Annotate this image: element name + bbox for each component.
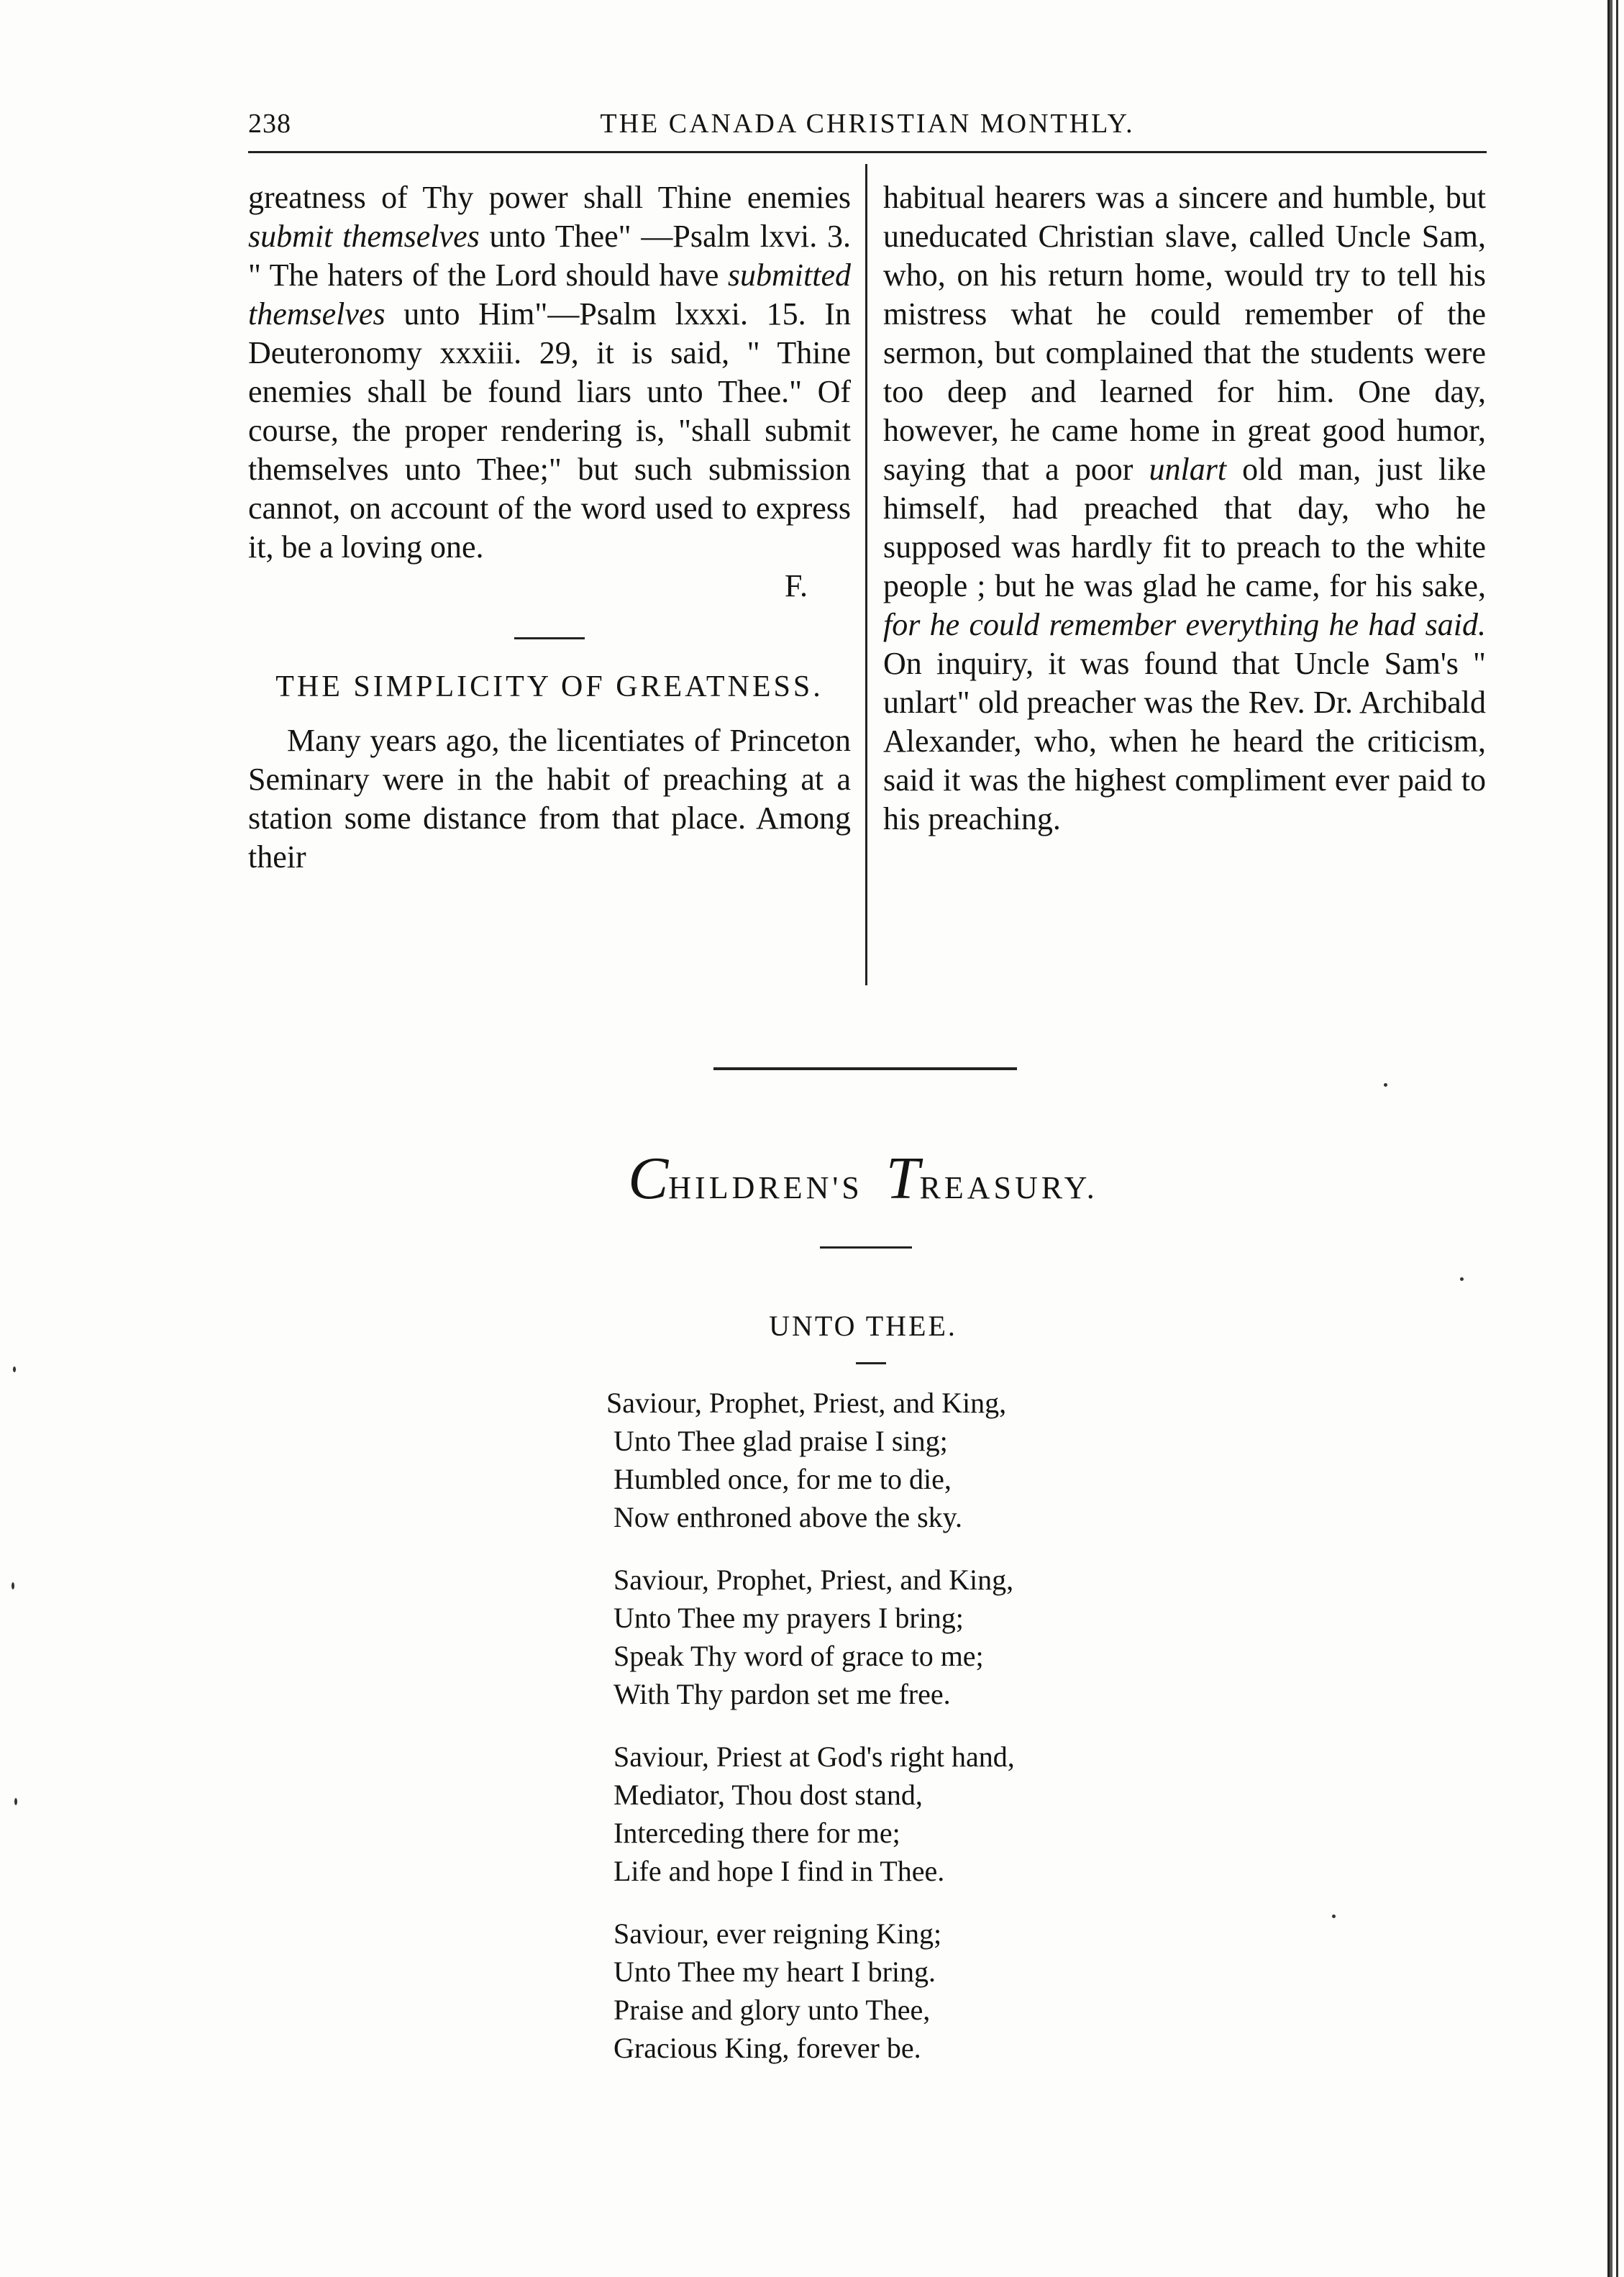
emphasis: submitted themselves — [248, 257, 851, 332]
section-title: THE SIMPLICITY OF GREATNESS. — [275, 670, 824, 703]
poem-line: Unto Thee glad praise I sing; — [613, 1425, 948, 1457]
greatness-paragraph: Many years ago, the licentiates of Princeton Seminary were in the habit of preaching at a station some distance from that place. Among their — [248, 723, 851, 875]
poem-line: Now enthroned above the sky. — [613, 1501, 963, 1533]
stanza — [606, 1738, 1254, 1890]
scan-speck — [12, 1582, 14, 1589]
header-rule — [248, 151, 1487, 153]
signoff-line — [248, 567, 851, 606]
text-run: greatness of Thy power shall Thine enemies — [248, 180, 851, 215]
emphasis: submit themselves — [248, 219, 480, 254]
scan-speck — [1332, 1915, 1336, 1918]
stanza — [606, 1915, 1254, 2067]
poem-title: UNTO THEE. — [769, 1310, 957, 1342]
banner-initial: C — [628, 1145, 669, 1212]
text-run: unto Him"—Psalm lxxxi. 15. In Deuteronomy xxxiii. 29, it is said, " Thine enemies shall be found liars unto Thee." Of course, the proper rendering is, "shall submit themselves unto Thee;" but such submission cannot, on account of the word used to express it, be a loving one. — [248, 296, 851, 565]
psalm-paragraph — [248, 178, 851, 567]
poem-line: Saviour, Prophet, Priest, and King, — [606, 1387, 1007, 1419]
right-column — [883, 178, 1486, 839]
poem-line: Saviour, Priest at God's right hand, — [613, 1740, 1015, 1773]
poem-line: Unto Thee my heart I bring. — [613, 1956, 936, 1988]
running-title: THE CANADA CHRISTIAN MONTHLY. — [600, 109, 1135, 139]
signature: F. — [785, 568, 808, 603]
poem — [606, 1384, 1254, 2091]
stanza — [606, 1561, 1254, 1713]
poem-line: Gracious King, forever be. — [613, 2032, 921, 2064]
poem-line: Speak Thy word of grace to me; — [613, 1640, 984, 1672]
poem-line: Saviour, Prophet, Priest, and King, — [613, 1564, 1014, 1596]
scan-speck — [13, 1366, 16, 1372]
poem-line: Interceding there for me; — [613, 1817, 900, 1849]
banner-word: HILDREN'S — [668, 1170, 863, 1205]
text-run: old man, just like himself, had preached that day, who he supposed was hardly fit to preach to the white people ; but he was glad he came, for his sake, — [883, 452, 1486, 603]
section-separator — [514, 637, 585, 639]
scan-speck — [14, 1798, 17, 1805]
stanza — [606, 1384, 1254, 1536]
banner-word: REASURY. — [919, 1170, 1098, 1205]
emphasis: unlart — [1149, 452, 1227, 487]
childrens-treasury-banner — [503, 1144, 1223, 1213]
poem-title-rule — [856, 1362, 886, 1364]
banner-initial: T — [885, 1145, 920, 1212]
page-binding-edge — [1607, 0, 1624, 2277]
section-rule — [713, 1067, 1017, 1070]
page-number: 238 — [248, 109, 291, 139]
banner-rule — [820, 1246, 912, 1249]
running-header — [248, 108, 1487, 142]
column-divider — [865, 164, 867, 985]
poem-line: Humbled once, for me to die, — [613, 1463, 952, 1495]
poem-line: Praise and glory unto Thee, — [613, 1994, 931, 2026]
text-run: unto Thee" —Psalm lxvi. 3. " The haters of the Lord should have — [248, 219, 852, 293]
poem-line: Unto Thee my prayers I bring; — [613, 1602, 964, 1634]
left-column — [248, 178, 851, 877]
poem-line: Life and hope I find in Thee. — [613, 1855, 945, 1887]
scan-speck — [1460, 1277, 1464, 1281]
emphasis: for he could remember everything he had said. — [883, 607, 1486, 642]
poem-line: With Thy pardon set me free. — [613, 1678, 951, 1710]
scan-speck — [1384, 1083, 1387, 1087]
poem-line: Mediator, Thou dost stand, — [613, 1779, 923, 1811]
text-run: habitual hearers was a sincere and humble, but uneducated Christian slave, called Uncle Sam, who, on his return home, would try to tell his mistress what he could remember of the sermon, but complained that the students were too deep and learned for him. One day, however, he came home in great good humor, saying that a poor — [883, 180, 1486, 487]
uncle-sam-paragraph — [883, 178, 1486, 839]
text-run: On inquiry, it was found that Uncle Sam's " unlart" old preacher was the Rev. Dr. Archibald Alexander, who, when he heard the criticism, said it was the highest compliment ever paid to his preaching. — [883, 646, 1486, 836]
poem-line: Saviour, ever reigning King; — [613, 1917, 942, 1950]
